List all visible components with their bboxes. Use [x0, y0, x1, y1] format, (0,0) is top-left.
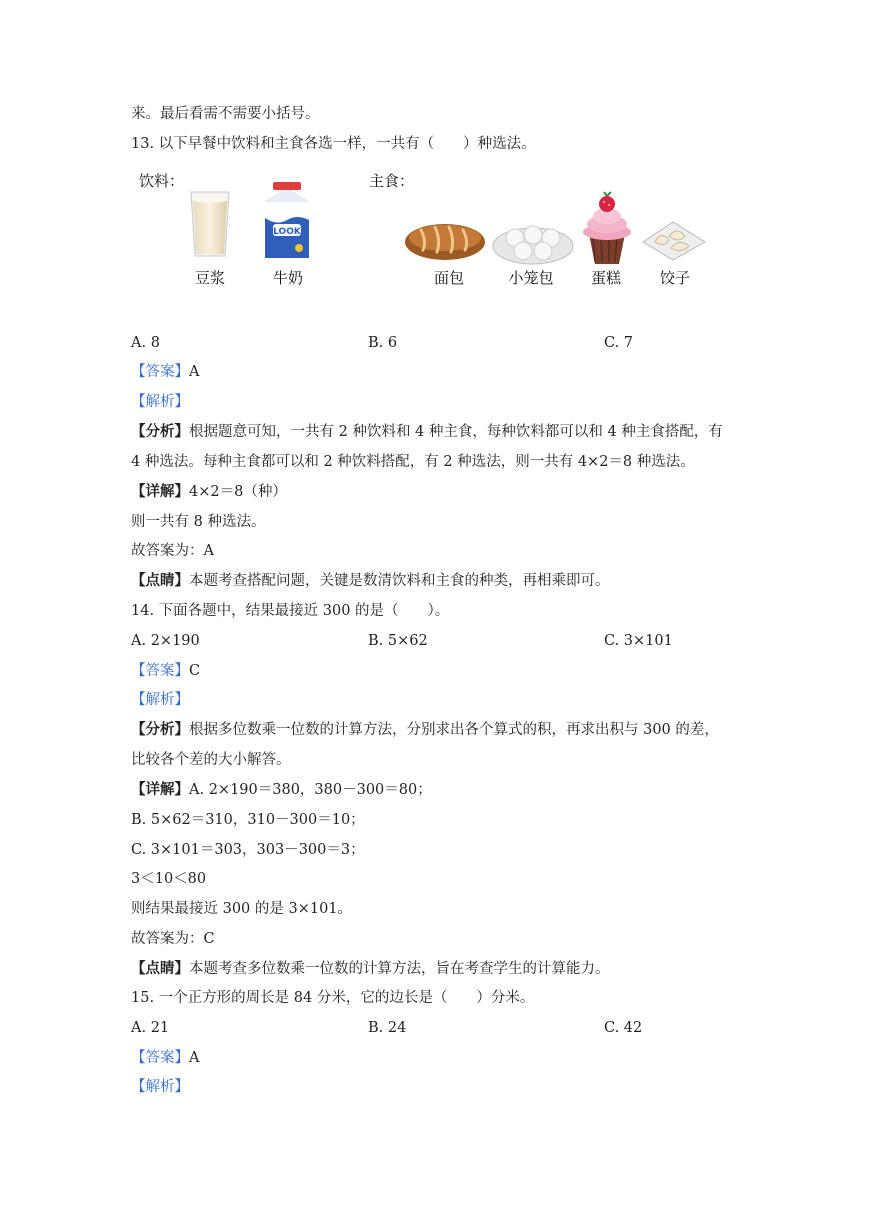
q14-xiangjie-2: B. 5×62＝310，310－300＝10；: [131, 812, 365, 828]
dumplings-icon: [639, 218, 709, 264]
q14-xiangjie-4: 3＜10＜80: [131, 871, 207, 887]
xiangjie-text: 4×2＝8（种）: [189, 484, 287, 500]
xiangjie-tag: 【详解】: [131, 781, 189, 798]
q13-jiexi-tag: 【解析】: [131, 394, 189, 410]
dianjing-text: 本题考查多位数乘一位数的计算方法，旨在考查学生的计算能力。: [189, 961, 610, 977]
dianjing-text: 本题考查搭配问题，关键是数清饮料和主食的种类，再相乘即可。: [189, 573, 610, 589]
q13-option-b: B. 6: [368, 335, 398, 351]
answer-tag: 【答案】: [131, 1050, 189, 1066]
fenxi-tag: 【分析】: [131, 721, 189, 738]
q13-fenxi-1: [131, 422, 723, 442]
q14-xiangjie-5: 则结果最接近 300 的是 3×101。: [131, 901, 353, 917]
q15-jiexi-tag: 【解析】: [131, 1079, 189, 1095]
q14-fenxi-1: [131, 720, 719, 740]
fenxi-text: 根据多位数乘一位数的计算方法，分别求出各个算式的积，再求出积与 300 的差，: [189, 722, 719, 738]
q14-option-c: C. 3×101: [604, 633, 673, 649]
milk-carton-brand: LOOK: [273, 227, 301, 237]
answer-value: C: [189, 663, 201, 679]
q14-option-a: A. 2×190: [131, 633, 200, 649]
fenxi-text: 根据题意可知，一共有 2 种饮料和 4 种主食，每种饮料都可以和 4 种主食搭配，有: [189, 424, 723, 440]
drinks-heading: 饮料：: [139, 172, 185, 190]
answer-tag: 【答案】: [131, 663, 189, 679]
dianjing-tag: 【点睛】: [131, 960, 189, 977]
q15-stem: 15. 一个正方形的周长是 84 分米，它的边长是（ ）分米。: [131, 990, 535, 1006]
label-soy-milk: 豆浆: [194, 269, 225, 287]
q15-option-b: B. 24: [368, 1020, 407, 1036]
q13-stem: 13. 以下早餐中饮料和主食各选一样，一共有（ ）种选法。: [131, 136, 536, 152]
q13-xiangjie-1: [131, 482, 287, 502]
q13-conclusion: 故答案为：A: [131, 543, 214, 559]
foods-heading: 主食：: [369, 172, 415, 190]
q15-answer: [131, 1048, 199, 1068]
label-dumplings: 饺子: [659, 269, 690, 287]
q13-option-c: C. 7: [604, 335, 634, 351]
intro-tail-text: 来。最后看需不需要小括号。: [131, 106, 320, 122]
q13-answer: [131, 362, 199, 382]
xiangjie-text: A. 2×190＝380，380－300＝80；: [189, 782, 432, 798]
q14-dianjing: [131, 959, 610, 979]
q14-answer: [131, 661, 200, 681]
bread-icon: [403, 218, 487, 264]
xiaolongbao-icon: [491, 220, 575, 266]
answer-tag: 【答案】: [131, 364, 189, 380]
q14-stem: 14. 下面各题中，结果最接近 300 的是（ ）。: [131, 603, 450, 619]
q14-jiexi-tag: 【解析】: [131, 692, 189, 708]
fenxi-tag: 【分析】: [131, 423, 189, 440]
q15-option-c: C. 42: [604, 1020, 643, 1036]
q14-fenxi-2: 比较各个差的大小解答。: [131, 752, 291, 768]
label-bread: 面包: [433, 269, 464, 287]
xiangjie-tag: 【详解】: [131, 483, 189, 500]
milk-carton-icon: [259, 180, 315, 262]
q13-dianjing: [131, 571, 610, 591]
cake-icon: [579, 190, 635, 266]
q13-fenxi-2: 4 种选法。每种主食都可以和 2 种饮料搭配，有 2 种选法，则一共有 4×2＝8 种选法。: [131, 454, 695, 470]
q14-xiangjie-1: [131, 780, 432, 800]
answer-value: A: [189, 1050, 200, 1066]
label-xiaolongbao: 小笼包: [508, 269, 554, 287]
label-cake: 蛋糕: [590, 269, 621, 287]
q13-xiangjie-2: 则一共有 8 种选法。: [131, 514, 266, 530]
q13-breakfast-figure: [131, 160, 731, 300]
q14-xiangjie-3: C. 3×101＝303，303－300＝3；: [131, 842, 365, 858]
q13-option-a: A. 8: [131, 335, 160, 351]
label-milk: 牛奶: [272, 269, 303, 287]
q14-option-b: B. 5×62: [368, 633, 428, 649]
q14-conclusion: 故答案为：C: [131, 931, 215, 947]
soy-milk-icon: [187, 188, 233, 260]
q15-option-a: A. 21: [131, 1020, 170, 1036]
answer-value: A: [189, 364, 200, 380]
dianjing-tag: 【点睛】: [131, 572, 189, 589]
